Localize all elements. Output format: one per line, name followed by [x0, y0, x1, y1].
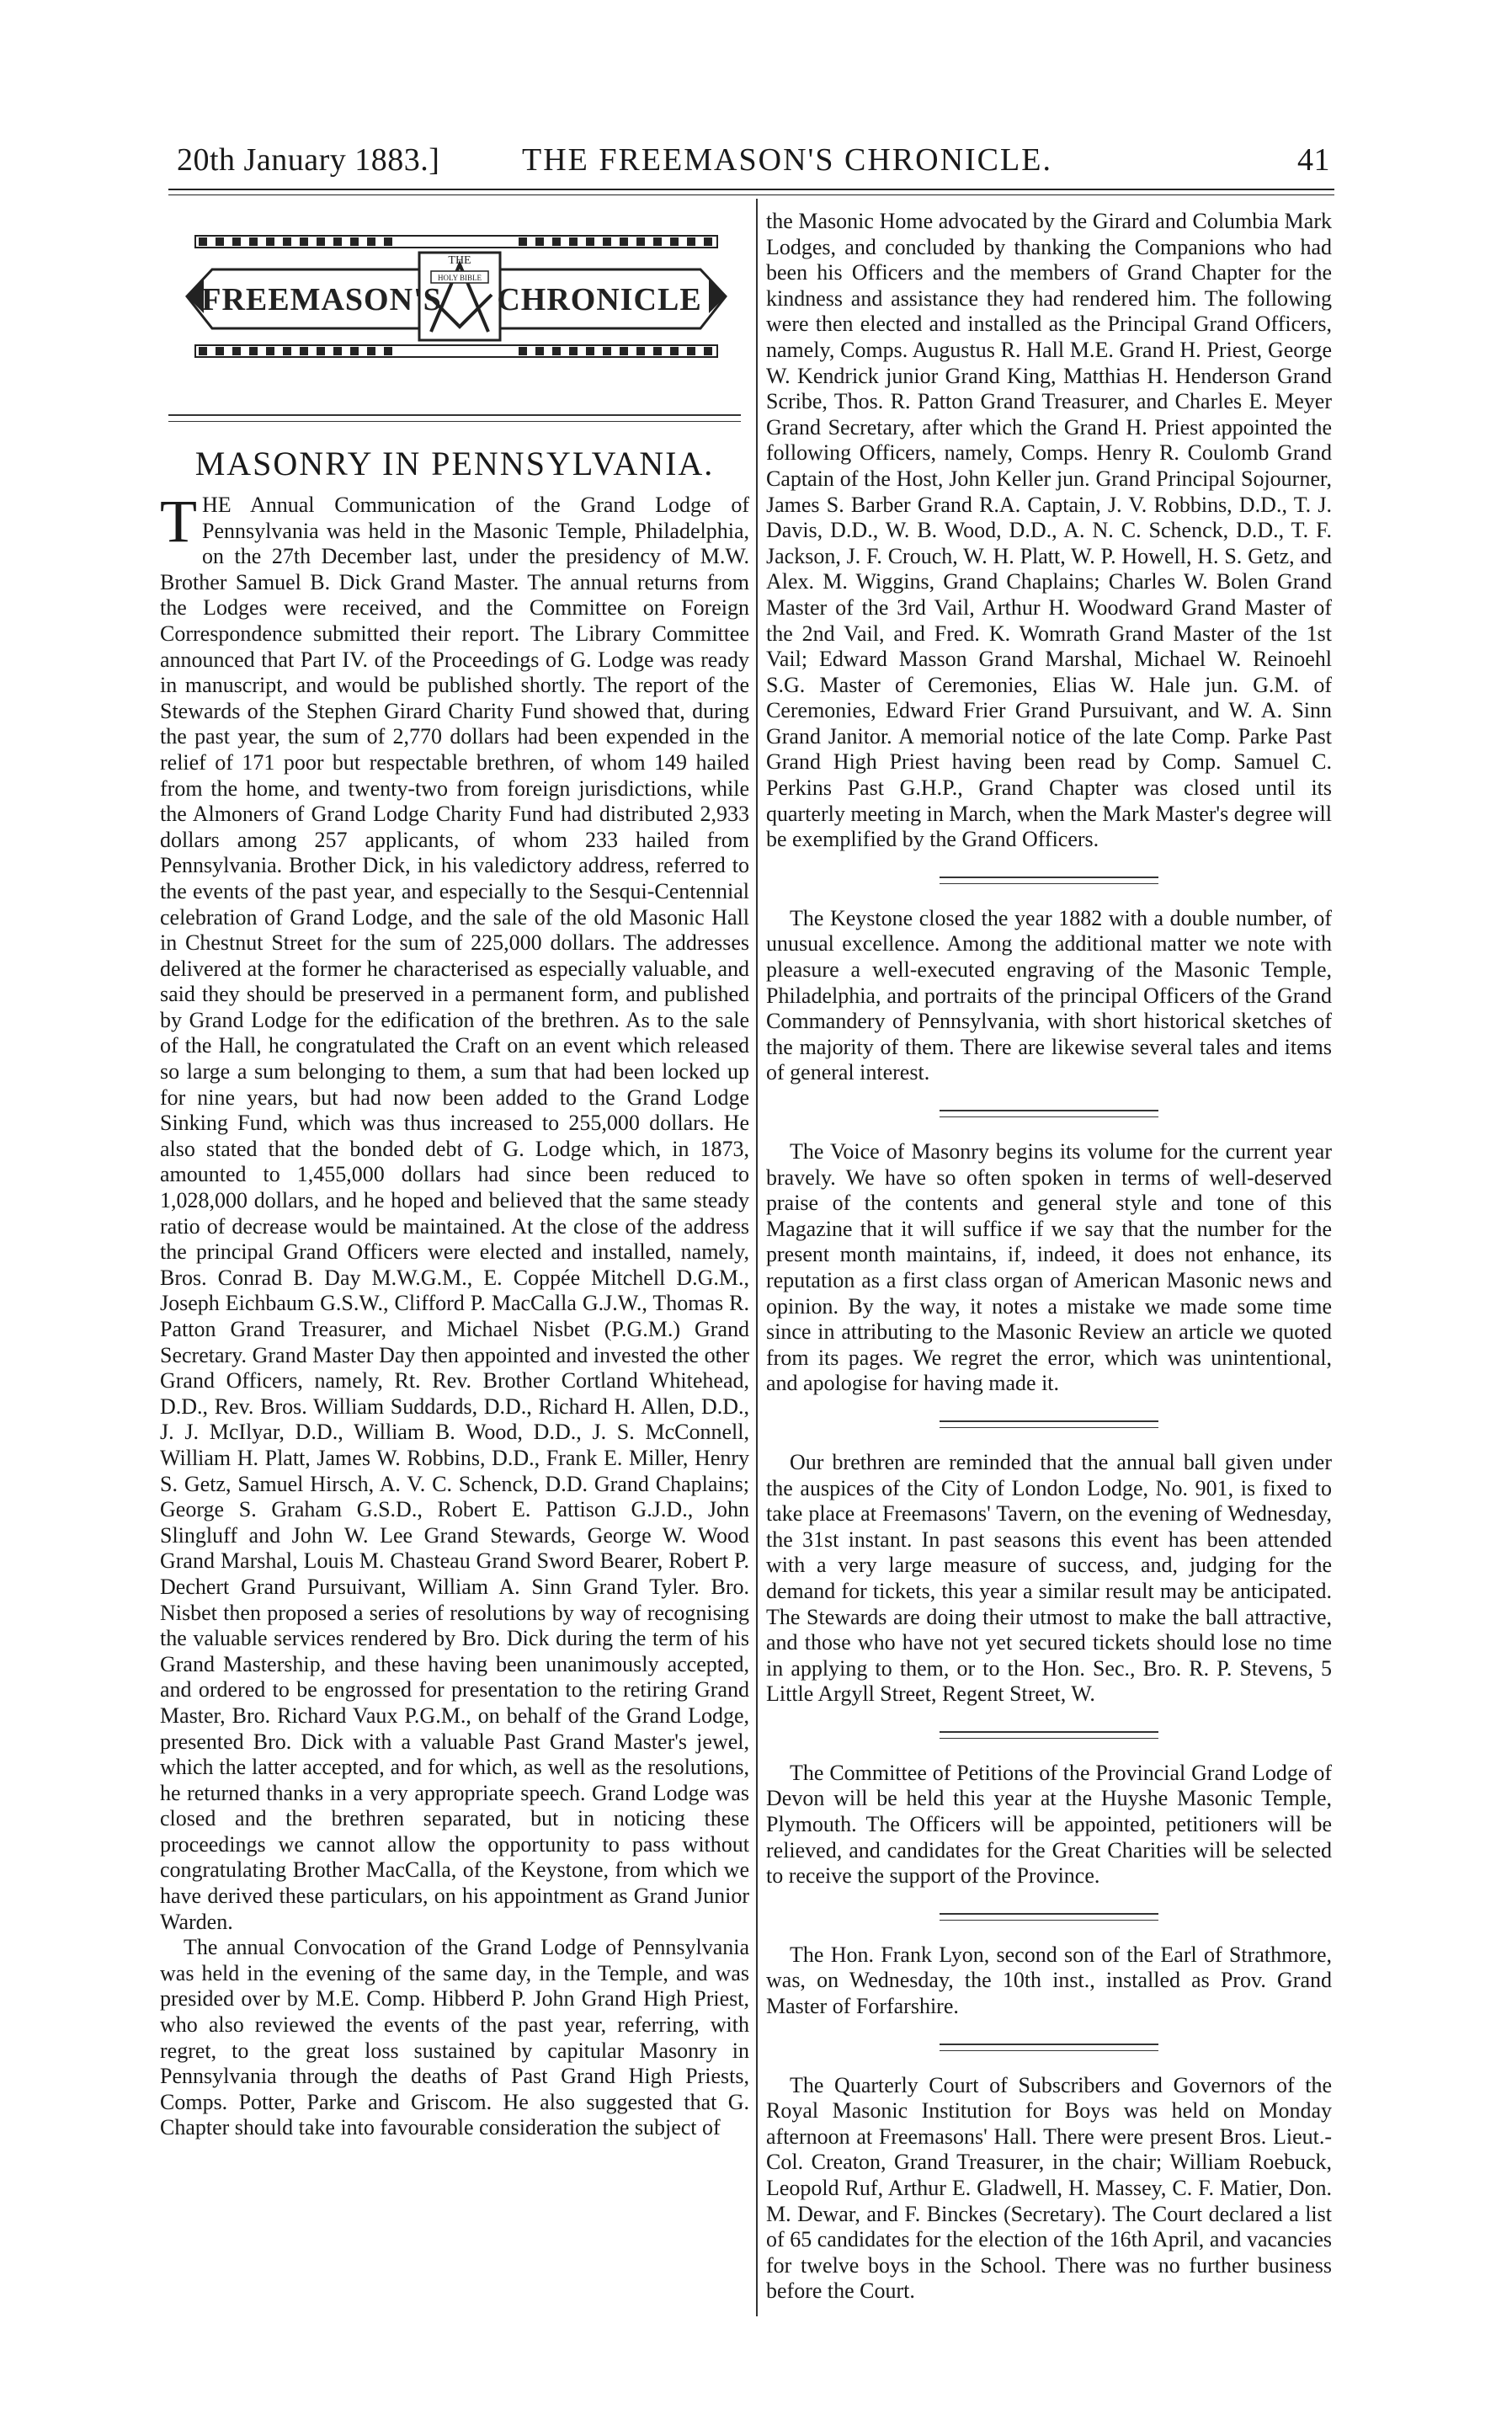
issue-date: 20th January 1883.]	[177, 142, 440, 178]
section-separator-thin	[940, 1738, 1158, 1739]
column-divider	[756, 199, 758, 2316]
article-heading: MASONRY IN PENNSYLVANIA.	[194, 445, 715, 482]
masthead-rule-thin	[168, 421, 741, 422]
news-note: The Keystone closed the year 1882 with a double number, of unusual excellence. Among the additional matter we note with pleasure a well-executed engraving of the Masonic Temple, Philadelphia, and portraits of the principal Officers of the Grand Commandery of Pennsylvania, with short historical sketches of the majority of them. There are likewise several tales and items of general interest.	[766, 905, 1332, 1085]
news-note: The Voice of Masonry begins its volume for the current year bravely. We have so often spoken in terms of well-deserved praise of the contents and general style and tone of this Magazine that it will suffice if we say that the number for the present month maintains, if, indeed, it does not enhance, its reputation as a first class organ of American Masonic news and opinion. By the way, it notes a mistake we made some time since in attributing to the Masonic Review an article we quoted from its pages. We regret the error, which was unintentional, and apologise for having made it.	[766, 1139, 1332, 1396]
masthead-word-freemasons: FREEMASON'S	[201, 282, 442, 317]
news-note: The Committee of Petitions of the Provincial Grand Lodge of Devon will be held this year at the Huyshe Masonic Temple, Plymouth. The Officers will be appointed, petitioners will be relieved, and candidates for the Great Charities will be selected to receive the support of the Province.	[766, 1760, 1332, 1889]
left-column	[160, 488, 749, 2141]
section-separator	[940, 1110, 1158, 1111]
publication-title: THE FREEMASON'S CHRONICLE.	[522, 142, 1052, 178]
right-column	[766, 209, 1332, 2305]
article-paragraph	[160, 488, 749, 1935]
header-rule	[168, 189, 1334, 190]
news-note: The Quarterly Court of Subscribers and Governors of the Royal Masonic Institution for Boys was held on Monday afternoon at Freemasons' Hall. There were present Bros. Lieut.-Col. Creaton, Grand Treasurer, in the chair; William Roebuck, Leopold Ruf, Arthur E. Gladwell, H. Massey, C. F. Matier, Don. M. Dewar, and F. Binckes (Secretary). The Court declared a list of 65 candidates for the election of the 16th April, and vacancies for twelve boys in the School. There was no further business before the Court.	[766, 2072, 1332, 2304]
drop-cap: T	[160, 488, 197, 555]
masthead-emblem	[178, 221, 734, 372]
section-separator	[940, 2044, 1158, 2045]
section-separator-thin	[940, 1920, 1158, 1921]
section-separator-thin	[940, 2050, 1158, 2051]
section-separator-thin	[940, 1116, 1158, 1117]
section-separator	[940, 1731, 1158, 1733]
section-separator	[940, 1913, 1158, 1915]
article-paragraph: The annual Convocation of the Grand Lodge of Pennsylvania was held in the evening of the same day, in the Temple, and was presided over by M.E. Comp. Hibberd P. John Grand High Priest, who also reviewed the events of the past year, referring, with regret, to the great loss sustained by capitular Masonry in Pennsylvania through the deaths of Past Grand High Priests, Comps. Potter, Parke and Griscom. He also suggested that G. Chapter should take into favourable consideration the subject of	[160, 1935, 749, 2140]
section-separator	[940, 877, 1158, 878]
section-separator-thin	[940, 1427, 1158, 1428]
section-separator	[940, 1420, 1158, 1422]
masthead-rule	[168, 414, 741, 416]
article-continuation: the Masonic Home advocated by the Girard and Columbia Mark Lodges, and concluded by thanking the Companions who had been his Officers and the members of Grand Chapter for the kindness and assistance they had rendered him. The following were then elected and installed as the Principal Grand Officers, namely, Comps. Augustus R. Hall M.E. Grand H. Priest, George W. Kendrick junior Grand King, Matthias H. Henderson Grand Scribe, Thos. R. Patton Grand Treasurer, and Charles E. Meyer Grand Secretary, after which the Grand H. Priest appointed the following Officers, namely, Comps. Henry R. Coulomb Grand Captain of the Host, John Keller jun. Grand Principal Sojourner, James S. Barber Grand R.A. Captain, J. V. Robbins, D.D., T. J. Davis, D.D., W. B. Wood, D.D., A. N. C. Schenck, D.D., T. F. Jackson, J. F. Crouch, W. H. Platt, W. P. Howell, H. S. Getz, and Alex. M. Wiggins, Grand Chaplains; Charles W. Bolen Grand Master of the 3rd Vail, Arthur H. Woodward Grand Master of the 2nd Vail, and Fred. K. Womrath Grand Master of the 1st Vail; Edward Masson Grand Marshal, Michael W. Reinoehl S.G. Master of Ceremonies, Elias W. Hale jun. G.M. of Ceremonies, Edward Frier Grand Pursuivant, and W. A. Sinn Grand Janitor. A memorial notice of the late Comp. Parke Past Grand High Priest having been read by Comp. Samuel C. Perkins Past G.H.P., Grand Chapter was closed until its quarterly meeting in March, when the Mark Master's degree will be exemplified by the Grand Officers.	[766, 209, 1332, 852]
masthead-the-label: THE	[448, 254, 471, 267]
news-note: The Hon. Frank Lyon, second son of the Earl of Strathmore, was, on Wednesday, the 10th inst., installed as Prov. Grand Master of Forfarshire.	[766, 1942, 1332, 2019]
news-note: Our brethren are reminded that the annual ball given under the auspices of the City of London Lodge, No. 901, is fixed to take place at Freemasons' Tavern, on the evening of Wednesday, the 31st instant. In past seasons this event has been attended with a very large measure of success, and, judging for the demand for tickets, this year a similar result may be anticipated. The Stewards are doing their utmost to make the ball attractive, and those who have not yet secured tickets should lose no time in applying to them, or to the Hon. Sec., Bro. R. P. Stevens, 5 Little Argyll Street, Regent Street, W.	[766, 1449, 1332, 1707]
masthead-bible-label: HOLY BIBLE	[437, 274, 482, 282]
masthead-word-chronicle: CHRONICLE	[497, 282, 702, 317]
page-number: 41	[1297, 142, 1330, 178]
article-paragraph-text: HE Annual Communication of the Grand Lodge of Pennsylvania was held in the Masonic Temple, Philadelphia, on the 27th December last, under the presidency of M.W. Brother Samuel B. Dick Grand Master. The annual returns from the Lodges were received, and the Committee on Foreign Correspondence submitted their report. The Library Committee announced that Part IV. of the Proceedings of G. Lodge was ready in manuscript, and would be published shortly. The report of the Stewards of the Stephen Girard Charity Fund showed that, during the past year, the sum of 2,770 dollars had been expended in the relief of 171 poor but respectable brethren, of whom 149 hailed from the home, and twenty-two from foreign jurisdictions, while the Almoners of Grand Lodge Charity Fund had distributed 2,933 dollars among 257 applicants, of whom 233 hailed from Pennsylvania. Brother Dick, in his valedictory address, referred to the events of the past year, and especially to the Sesqui-Centennial celebration of Grand Lodge, and the sale of the old Masonic Hall in Chestnut Street for the sum of 225,000 dollars. The addresses delivered at the former he characterised as especially valuable, and said they should be preserved in a permanent form, and published by Grand Lodge for the edification of the brethren. As to the sale of the Hall, he congratulated the Craft on an event which released so large a sum belonging to them, a sum that had been locked up for nine years, but had now been added to the Grand Lodge Sinking Fund, which was thus increased to 255,000 dollars. He also stated that the bonded debt of G. Lodge which, in 1873, amounted to 1,455,000 dollars had since been reduced to 1,028,000 dollars, and he hoped and believed that the same steady ratio of decrease would be maintained. At the close of the address the principal Grand Officers were elected and installed, namely, Bros. Conrad B. Day M.W.G.M., E. Coppée Mitchell D.G.M., Joseph Eichbaum G.S.W., Clifford P. MacCalla G.J.W., Thomas R. Patton Grand Treasurer, and Michael Nisbet (P.G.M.) Grand Secretary. Grand Master Day then appointed and invested the other Grand Officers, namely, Rt. Rev. Brother Cortland Whitehead, D.D., Rev. Bros. William Suddards, D.D., Richard H. Allen, D.D., J. J. McIlyar, D.D., William B. Wood, D.D., J. S. McConnell, William H. Platt, James W. Robbins, D.D., Frank E. Miller, Henry S. Getz, Samuel Hirsch, A. V. C. Schenck, D.D. Grand Chaplains; George S. Graham G.S.D., Robert E. Pattison G.J.D., John Slingluff and John W. Lee Grand Stewards, George W. Wood Grand Marshal, Louis M. Chasteau Grand Sword Bearer, Robert P. Dechert Grand Pursuivant, William A. Sinn Grand Tyler. Bro. Nisbet then proposed a series of resolutions by way of recognising the valuable services rendered by Bro. Dick during the term of his Grand Mastership, and these having been unanimously accepted, and ordered to be engrossed for presentation to the retiring Grand Master, Bro. Richard Vaux P.G.M., on behalf of the Grand Lodge, presented Bro. Dick with a valuable Past Grand Master's jewel, which the latter accepted, and for which, as well as the resolutions, he returned thanks in a very appropriate speech. Grand Lodge was closed and the brethren separated, but in noticing these proceedings we cannot allow the opportunity to pass without congratulating Brother MacCalla, of the Keystone, from which we have derived these particulars, on his appointment as Grand Junior Warden.	[160, 493, 749, 1934]
running-header	[177, 141, 1330, 192]
section-separator-thin	[940, 883, 1158, 884]
